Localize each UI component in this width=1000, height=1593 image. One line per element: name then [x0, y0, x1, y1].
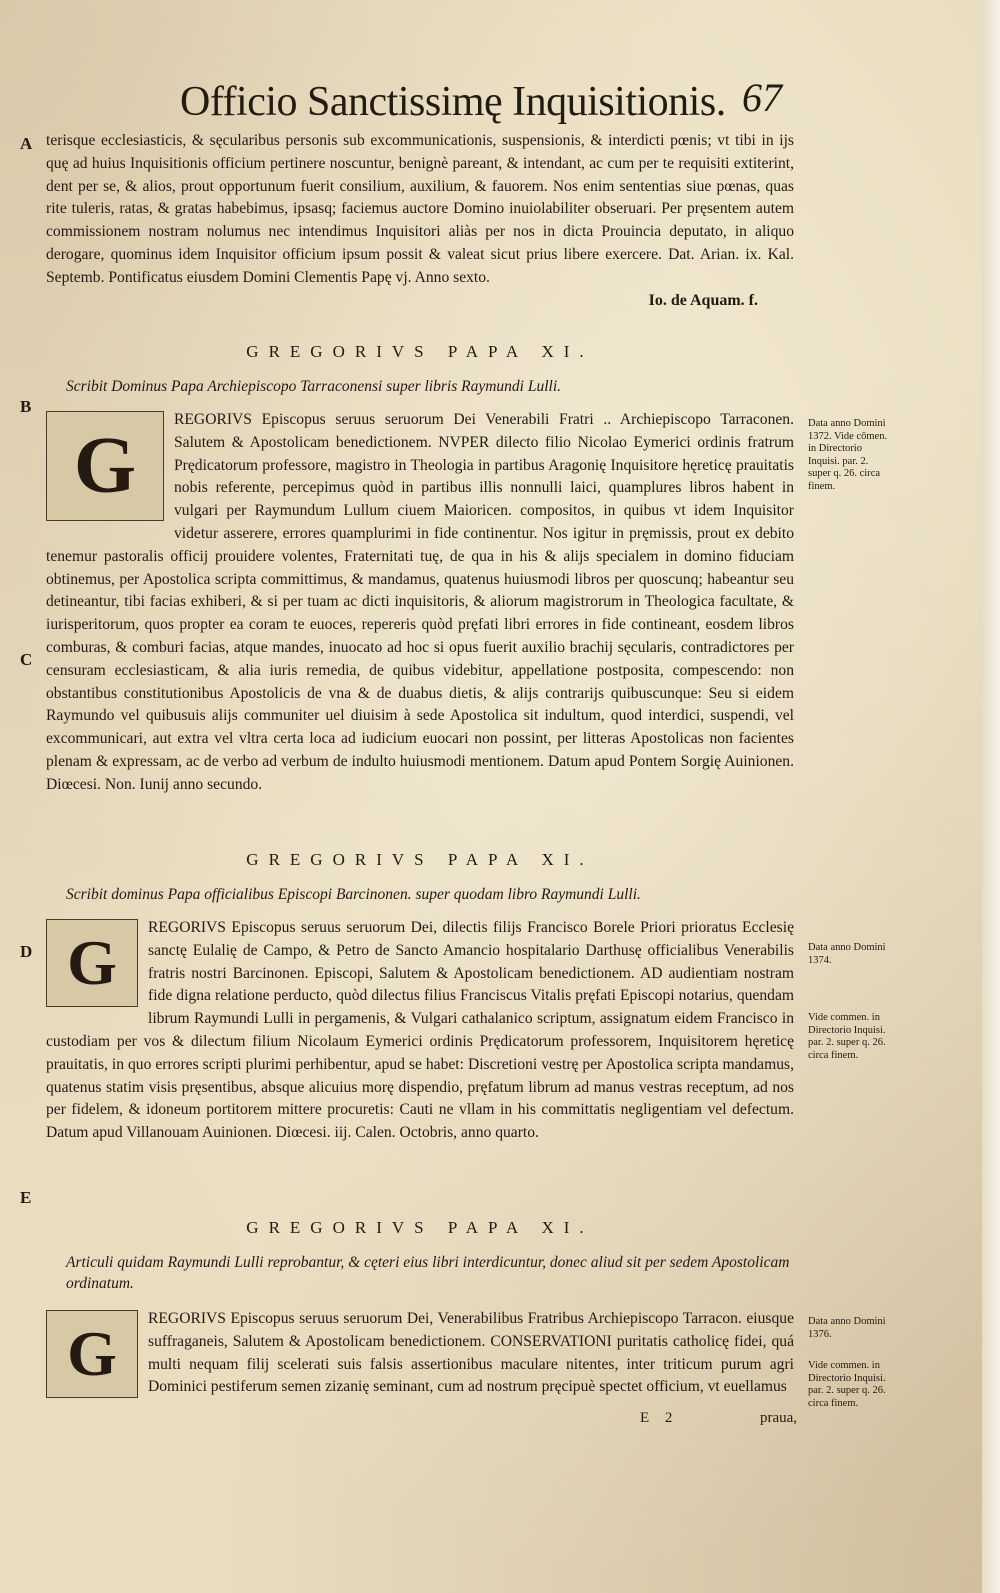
margin-letter-e: E	[20, 1188, 32, 1207]
page-number: 67	[742, 75, 782, 120]
decorated-initial-g: G	[46, 411, 164, 521]
decorated-initial-g: G	[46, 1310, 138, 1398]
section-3-margin-note-date: Data anno Domini 1374.	[808, 942, 886, 966]
margin-letter-b: B	[20, 397, 32, 416]
section-1-text: terisque ecclesiasticis, & sęcularibus personis sub excommunicationis, suspensionis, & interdicti pœnis; vt tibi in ijs quę ad huius Inquisitionis officium pertinere noscuntur, benignè pareant, & intendant, ac cum per te requisiti extiterint, dent per se, & alios, prout opportunum fuerit consilium, auxilium, & fauorem. Nos enim sententias siue pœnas, quas rite tuleris, ratas, & gratas habebimus, ipsasq; faciemus auctore Domino inuiolabiliter obseruari. Per pręsentem autem commissionem nostram nolumus nec intendimus Inquisitori aliàs per nos in dicta Prouincia deputato, in aliquo derogare, quominus idem Inquisitor officium ipsum possit & valeat sicut prius libere exercere. Dat. Arian. ix. Kal. Septemb. Pontificatus eiusdem Domini Clementis Papę vj. Anno sexto.	[46, 132, 794, 286]
section-4-margin-note-ref: Vide commen. in Directorio Inquisi. par. 2. super q. 26. circa finem.	[808, 1360, 886, 1409]
section-2-pope-heading: GREGORIVS PAPA XI.	[246, 342, 594, 361]
section-1-signature: Io. de Aquam. f.	[648, 291, 758, 309]
section-3-text: REGORIVS Episcopus seruus seruorum Dei, dilectis filijs Francisco Borele Priori prioratus Ecclesię sanctę Eulalię de Campo, & Petro de Sancto Amancio hospitalario Darthusę officialibus Venerabilis fratris nostri Barcinonen. Episcopi, Salutem & Apostolicam benedictionem. AD audientiam nostram fide digna relatione perducto, quòd dilectus filius Franciscus Vitalis pręfati Episcopi notarius, quendam librum Raymundi Lulli in pergamenis, & Vulgari cathalanico scriptum, assignatum eidem Francisco in custodiam per vos & dilectum filium Nicolaum Eymerici ordinis Prędicatorum professorem, Inquisitorem hęreticę prauitatis, in quo errores scripti plurimi perhibentur, apud se habet: Discretioni vestrę per Apostolica scripta mandamus, quatenus statim visis pręsentibus, absque alicuius morę dispendio, pręfatum librum ad manus vestras receptum, ad nos per fidelem, & idoneum portitorem mittere procuretis: Cauti ne vllam in his committatis negligentiam vel defectum. Datum apud Villanouam Auinionen. Diœcesi. iij. Calen. Octobris, anno quarto.	[46, 919, 794, 1142]
section-2-rubric: Scribit Dominus Papa Archiepiscopo Tarraconensi super libris Raymundi Lulli.	[66, 378, 562, 395]
section-3-pope-heading: GREGORIVS PAPA XI.	[246, 850, 594, 869]
margin-letter-c: C	[20, 650, 33, 669]
section-1	[46, 130, 794, 310]
page-header-title: Officio Sanctissimę Inquisitionis.	[180, 79, 726, 125]
section-2-margin-note: Data anno Domini 1372. Vide cōmen. in Directorio Inquisi. par. 2. super q. 26. circa finem.	[808, 418, 888, 492]
section-4-margin-note-date: Data anno Domini 1376.	[808, 1316, 886, 1340]
margin-letter-d: D	[20, 942, 33, 961]
section-4-text: REGORIVS Episcopus seruus seruorum Dei, Venerabilibus Fratribus Archiepiscopo Tarracon. eiusque suffraganeis, Salutem & Apostolicam benedictionem. CONSERVATIONI puritatis catholicę fidei, quá multi nequam filij scelerati suis falsis assertionibus maculare nitentes, inter triticum purum agri Dominici pestiferum semen zizanię seminant, cum ad nostrum pręcipuè spectet officium, vt euellamus	[148, 1310, 794, 1396]
section-3-margin-note-ref: Vide commen. in Directorio Inquisi. par. 2. super q. 26. circa finem.	[808, 1012, 886, 1061]
section-4	[46, 1218, 794, 1400]
decorated-initial-g: G	[46, 919, 138, 1007]
margin-letter-a: A	[20, 134, 33, 153]
section-4-pope-heading: GREGORIVS PAPA XI.	[246, 1218, 594, 1237]
section-3-rubric: Scribit dominus Papa officialibus Episcopi Barcinonen. super quodam libro Raymundi Lulli.	[66, 886, 641, 903]
catchword: praua,	[760, 1410, 798, 1426]
section-2	[46, 342, 794, 797]
section-4-rubric: Articuli quidam Raymundi Lulli reprobantur, & cęteri eius libri interdicuntur, donec aliud sit per sedem Apostolicam ordinatum.	[66, 1254, 790, 1292]
section-3	[46, 850, 794, 1145]
section-2-text: REGORIVS Episcopus seruus seruorum Dei Venerabili Fratri .. Archiepiscopo Tarraconen. Salutem & Apostolicam benedictionem. NVPER dilecto filio Nicolao Eymerici ordinis fratrum Prędicatorum professore, magistro in Theologia in partibus Aragonię Inquisitore hęreticę prauitatis nobis referente, percepimus quòd in partibus illis nonnulli laici, quamplures libros habent in vulgari per Raymundum Lullum ciuem Maioricen. compositos, in quibus vt idem Inquisitor videtur asserere, errores quamplurimi in fide continentur. Nos igitur in pręmissis, prout ex debito tenemur pastoralis officij prouidere volentes, Fraternitati tuę, de qua in his & alijs specialem in domino fiduciam obtinemus, per Apostolica scripta committimus, & mandamus, quatenus huiusmodi libros per quoscunq; habeantur seu detineantur, tibi facias exhiberi, & si per tuam ac dicti inquisitoris, & aliorum magistrorum in Theologica facultate, & iurisperitorum, quos propter ea coram te euoces, repereris quòd pręfati libri errores in fide contineant, eosdem libros comburas, & comburi facias, atque mandes, inuocato ad hoc si opus fuerit auxilio brachij sęcularis, contradictores per censuram ecclesiasticam, & alia iuris remedia, de quibus videbitur, appellatione postposita, compescendo: non obstantibus constitutionibus Apostolicis de vna & de duabus dietis, & alijs contrarijs quibuscunque: Seu si eidem Raymundo vel quibusuis alijs communiter uel diuisim à sede Apostolica sit indultum, quod interdici, suspendi, vel excommunicari, aut extra vel vltra certa loca ad iudicium euocari non possint, per litteras Apostolicas non facientes plenam & expressam, ac de verbo ad verbum de indulto huiusmodi mentionem. Datum apud Pontem Sorgię Auinionen. Diœcesi. Non. Iunij anno secundo.	[46, 411, 794, 793]
page-edge	[982, 0, 1000, 1593]
signature-mark: E 2	[640, 1410, 679, 1426]
